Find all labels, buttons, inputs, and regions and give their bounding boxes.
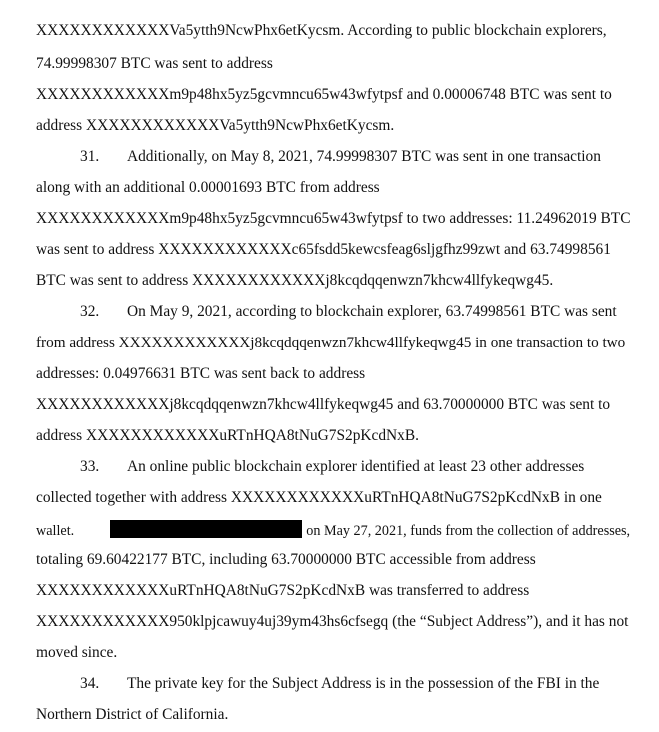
para-32-line-1: On May 9, 2021, according to blockchain explorer, 63.74998561 BTC was sent xyxy=(127,303,617,320)
para-33-line-1: An online public blockchain explorer identified at least 23 other addresses xyxy=(127,458,585,475)
para-33-first-line xyxy=(36,458,631,476)
para-33-line-7: moved since. xyxy=(36,644,118,661)
para-32-number: 32. xyxy=(80,303,100,320)
para-32-line-2: from address XXXXXXXXXXXXj8kcqdqqenwzn7khcw4llfykeqwg45 in one transaction to two xyxy=(36,334,626,351)
para-33-line-3b: on May 27, 2021, funds from the collection of addresses, xyxy=(306,523,631,539)
para-34-line-1: The private key for the Subject Address is in the possession of the FBI in the xyxy=(127,675,600,692)
para-33-line-3a: wallet. xyxy=(36,523,75,539)
para-30-line-2: 74.99998307 BTC was sent to address xyxy=(36,55,273,72)
para-32-line-4: XXXXXXXXXXXXj8kcqdqqenwzn7khcw4llfykeqwg45 and 63.70000000 BTC was sent to xyxy=(36,396,611,413)
para-31-line-1: Additionally, on May 8, 2021, 74.99998307 BTC was sent in one transaction xyxy=(127,148,601,165)
para-32-first-line xyxy=(36,303,631,321)
para-33-line-4: totaling 69.60422177 BTC, including 63.70000000 BTC accessible from address xyxy=(36,551,536,568)
para-31-number: 31. xyxy=(80,148,100,165)
para-31-line-5: BTC was sent to address XXXXXXXXXXXXj8kcqdqqenwzn7khcw4llfykeqwg45. xyxy=(36,272,554,289)
para-30-line-3: XXXXXXXXXXXXm9p48hx5yz5gcvmncu65w43wfytpsf and 0.00006748 BTC was sent to xyxy=(36,86,612,103)
para-31-first-line xyxy=(36,148,631,166)
para-30-line-1: XXXXXXXXXXXXVa5ytth9NcwPhx6etKycsm. According to public blockchain explorers, xyxy=(36,22,607,39)
para-31-line-4: was sent to address XXXXXXXXXXXXc65fsdd5kewcsfeag6sljgfhz99zwt and 63.74998561 xyxy=(36,241,611,258)
para-33-line-3 xyxy=(36,520,631,540)
para-30-line-4: address XXXXXXXXXXXXVa5ytth9NcwPhx6etKycsm. xyxy=(36,117,395,134)
para-33-line-5: XXXXXXXXXXXXuRTnHQA8tNuG7S2pKcdNxB was transferred to address xyxy=(36,582,530,599)
para-33-number: 33. xyxy=(80,458,100,475)
para-31-line-3: XXXXXXXXXXXXm9p48hx5yz5gcvmncu65w43wfytpsf to two addresses: 11.24962019 BTC xyxy=(36,210,631,227)
para-34-number: 34. xyxy=(80,675,100,692)
redaction-bar xyxy=(110,520,302,538)
para-34-first-line xyxy=(36,675,631,693)
para-33-line-6: XXXXXXXXXXXX950klpjcawuy4uj39ym43hs6cfsegq (the “Subject Address”), and it has not xyxy=(36,613,629,630)
para-33-line-2: collected together with address XXXXXXXXXXXXuRTnHQA8tNuG7S2pKcdNxB in one xyxy=(36,489,602,506)
para-31-line-2: along with an additional 0.00001693 BTC from address xyxy=(36,179,380,196)
para-32-line-5: address XXXXXXXXXXXXuRTnHQA8tNuG7S2pKcdNxB. xyxy=(36,427,419,444)
para-34-line-2: Northern District of California. xyxy=(36,706,229,723)
para-32-line-3: addresses: 0.04976631 BTC was sent back to address xyxy=(36,365,366,382)
